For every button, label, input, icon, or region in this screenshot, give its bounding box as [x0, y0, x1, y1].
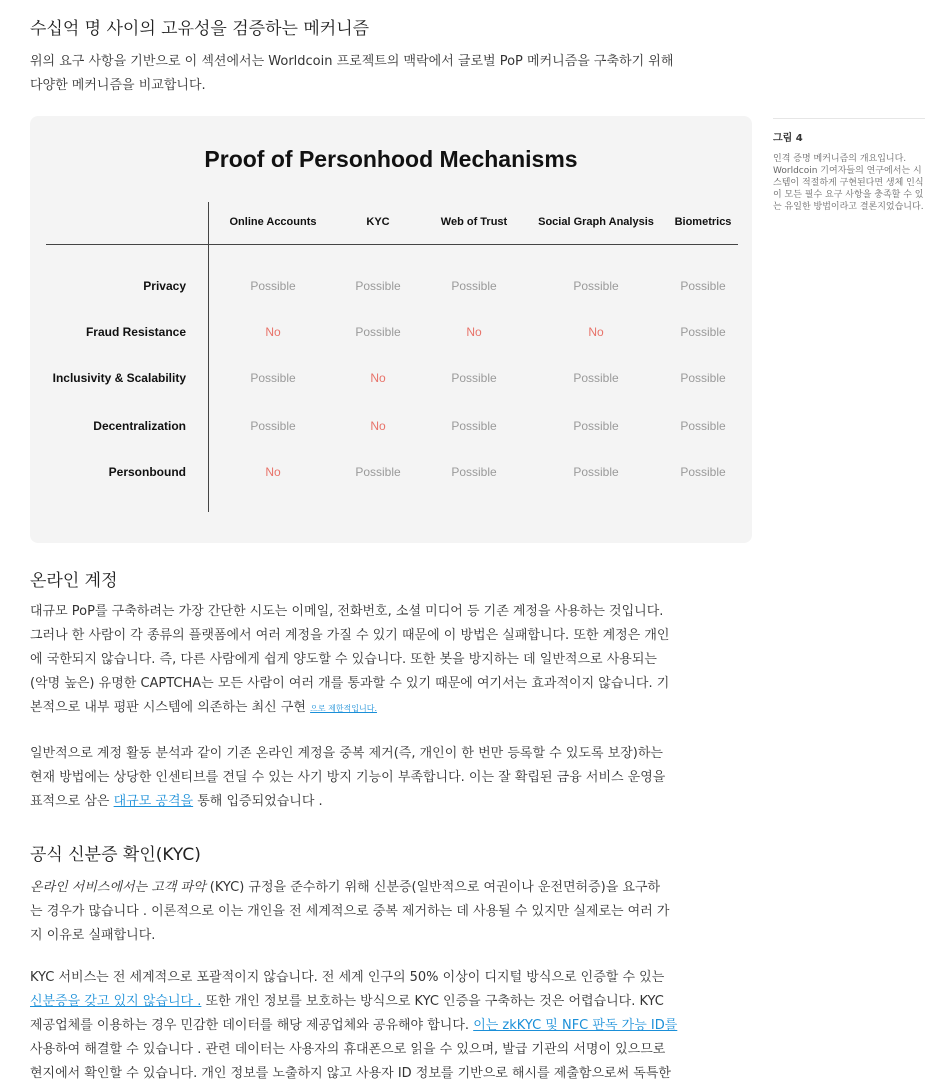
table-cell: No: [466, 325, 482, 339]
table-cell: Possible: [573, 279, 619, 293]
row-header: Personbound: [108, 465, 186, 479]
column-header: Web of Trust: [440, 216, 508, 228]
large-scale-attack-link[interactable]: 대규모 공격을: [113, 794, 194, 809]
kyc-paragraph-2: KYC 서비스는 전 세계적으로 포괄적이지 않습니다. 전 세계 인구의 50% 이상이 디지털 방식으로 인증할 수 있는 신분증을 갖고 있지 않습니다 . 또한 개인 정보를 보호하는 방식으로 KYC 인증을 구축하는 것은 어렵습니다. KYC 제공업체를 이용하는 경우 민감한 데이터를 해당 제공업체와 공유해야 합니다. 이는 zkKYC 및 NFC 판독 가능 ID를 사용하여 해결할 수 있습니다 . 관련 데이터는 사용자의 휴대폰으로 읽을 수 있으며, 발급 기관의 서명이 있으므로 현지에서 확인할 수 있습니다. 개인 정보를 노출하지 않고 사용자 ID 정보를 기반으로 해시를 제출함으로써 독특한: [30, 970, 678, 1081]
column-header: Online Accounts: [229, 216, 317, 228]
table-cell: Possible: [451, 465, 497, 479]
section-heading-online-accounts: 온라인 계정: [30, 571, 118, 591]
column-header: Social Graph Analysis: [538, 216, 654, 228]
table-cell: No: [265, 325, 281, 339]
section-heading-kyc: 공식 신분증 확인(KYC): [30, 845, 201, 865]
table-cell: Possible: [573, 465, 619, 479]
table-cell: Possible: [355, 465, 401, 479]
table-cell: Possible: [451, 419, 497, 433]
section-heading-uniqueness: 수십억 명 사이의 고유성을 검증하는 메커니즘: [30, 19, 370, 39]
reputation-systems-link[interactable]: 으로 제한적입니다.: [310, 704, 378, 713]
figure-caption: [773, 118, 925, 213]
table-cell: No: [370, 419, 386, 433]
table-cell: Possible: [680, 279, 726, 293]
table-cell: Possible: [573, 371, 619, 385]
table-cell: No: [265, 465, 281, 479]
online-accounts-paragraph-2: 일반적으로 계정 활동 분석과 같이 기존 온라인 계정을 중복 제거(즉, 개인이 한 번만 등록할 수 있도록 보장)하는 현재 방법에는 상당한 인센티브를 견딜 수 있는 사기 방지 기능이 부족합니다. 이는 잘 확립된 금융 서비스 운영을 표적으로 삼은 대규모 공격을 통해 입증되었습니다 .: [30, 746, 666, 809]
row-header: Decentralization: [93, 419, 186, 433]
row-header: Privacy: [143, 279, 186, 293]
pop-mechanisms-figure: [30, 116, 752, 543]
table-cell: Possible: [355, 279, 401, 293]
column-header: Biometrics: [674, 216, 732, 228]
table-cell: Possible: [355, 325, 401, 339]
table-row-divider: [208, 202, 209, 512]
table-cell: Possible: [250, 371, 296, 385]
caption-label: 그림 4: [773, 133, 803, 144]
table-cell: No: [588, 325, 604, 339]
table-cell: Possible: [680, 419, 726, 433]
caption-text: 인격 증명 메커니즘의 개요입니다. Worldcoin 기여자들의 연구에서는 시스템이 적절하게 구현된다면 생체 인식이 모든 필수 요구 사항을 충족할 수 있는 유일한 방법이라고 결론지었습니다.: [773, 154, 924, 212]
table-header-divider: [46, 244, 738, 245]
table-cell: Possible: [451, 371, 497, 385]
column-header: KYC: [366, 216, 390, 228]
online-accounts-paragraph-1: 대규모 PoP를 구축하려는 가장 간단한 시도는 이메일, 전화번호, 소셜 미디어 등 기존 계정을 사용하는 것입니다. 그러나 한 사람이 각 종류의 플랫폼에서 여러 계정을 가질 수 있기 때문에 이 방법은 실패합니다. 또한 계정은 개인 에 국한되지 않습니다. 즉, 다른 사람에게 쉽게 양도할 수 있습니다. 또한 봇을 방지하는 데 일반적으로 사용되는 (악명 높은) 유명한 CAPTCHA는 모든 사람이 여러 개를 통과할 수 있기 때문에 여기서는 효과적이지 않습니다. 기 본적으로 내부 평판 시스템에 의존하는 최신 구현 으로 제한적입니다.: [30, 604, 670, 715]
zkkyc-nfc-link[interactable]: 이는 zkKYC 및 NFC 판독 가능 ID를: [473, 1018, 678, 1033]
table-cell: Possible: [250, 419, 296, 433]
kyc-paragraph-1: 온라인 서비스에서는 고객 파악 (KYC) 규정을 준수하기 위해 신분증(일반적으로 여권이나 운전면허증)을 요구하 는 경우가 많습니다 . 이론적으로 이는 개인을 전 세계적으로 중복 제거하는 데 사용될 수 있지만 실제로는 여러 가 지 이유로 실패합니다.: [30, 880, 670, 943]
table-cell: Possible: [250, 279, 296, 293]
row-header: Inclusivity & Scalability: [52, 371, 186, 385]
intro-paragraph: 위의 요구 사항을 기반으로 이 섹션에서는 Worldcoin 프로젝트의 맥락에서 글로벌 PoP 메커니즘을 구축하기 위해 다양한 메커니즘을 비교합니다.: [30, 54, 674, 93]
table-cell: Possible: [680, 465, 726, 479]
id-coverage-link[interactable]: 신분증을 갖고 있지 않습니다 .: [30, 994, 202, 1009]
table-cell: Possible: [451, 279, 497, 293]
table-cell: Possible: [680, 325, 726, 339]
table-cell: Possible: [573, 419, 619, 433]
row-header: Fraud Resistance: [85, 325, 186, 339]
table-cell: No: [370, 371, 386, 385]
table-cell: Possible: [680, 371, 726, 385]
figure-title: Proof of Personhood Mechanisms: [204, 146, 578, 172]
